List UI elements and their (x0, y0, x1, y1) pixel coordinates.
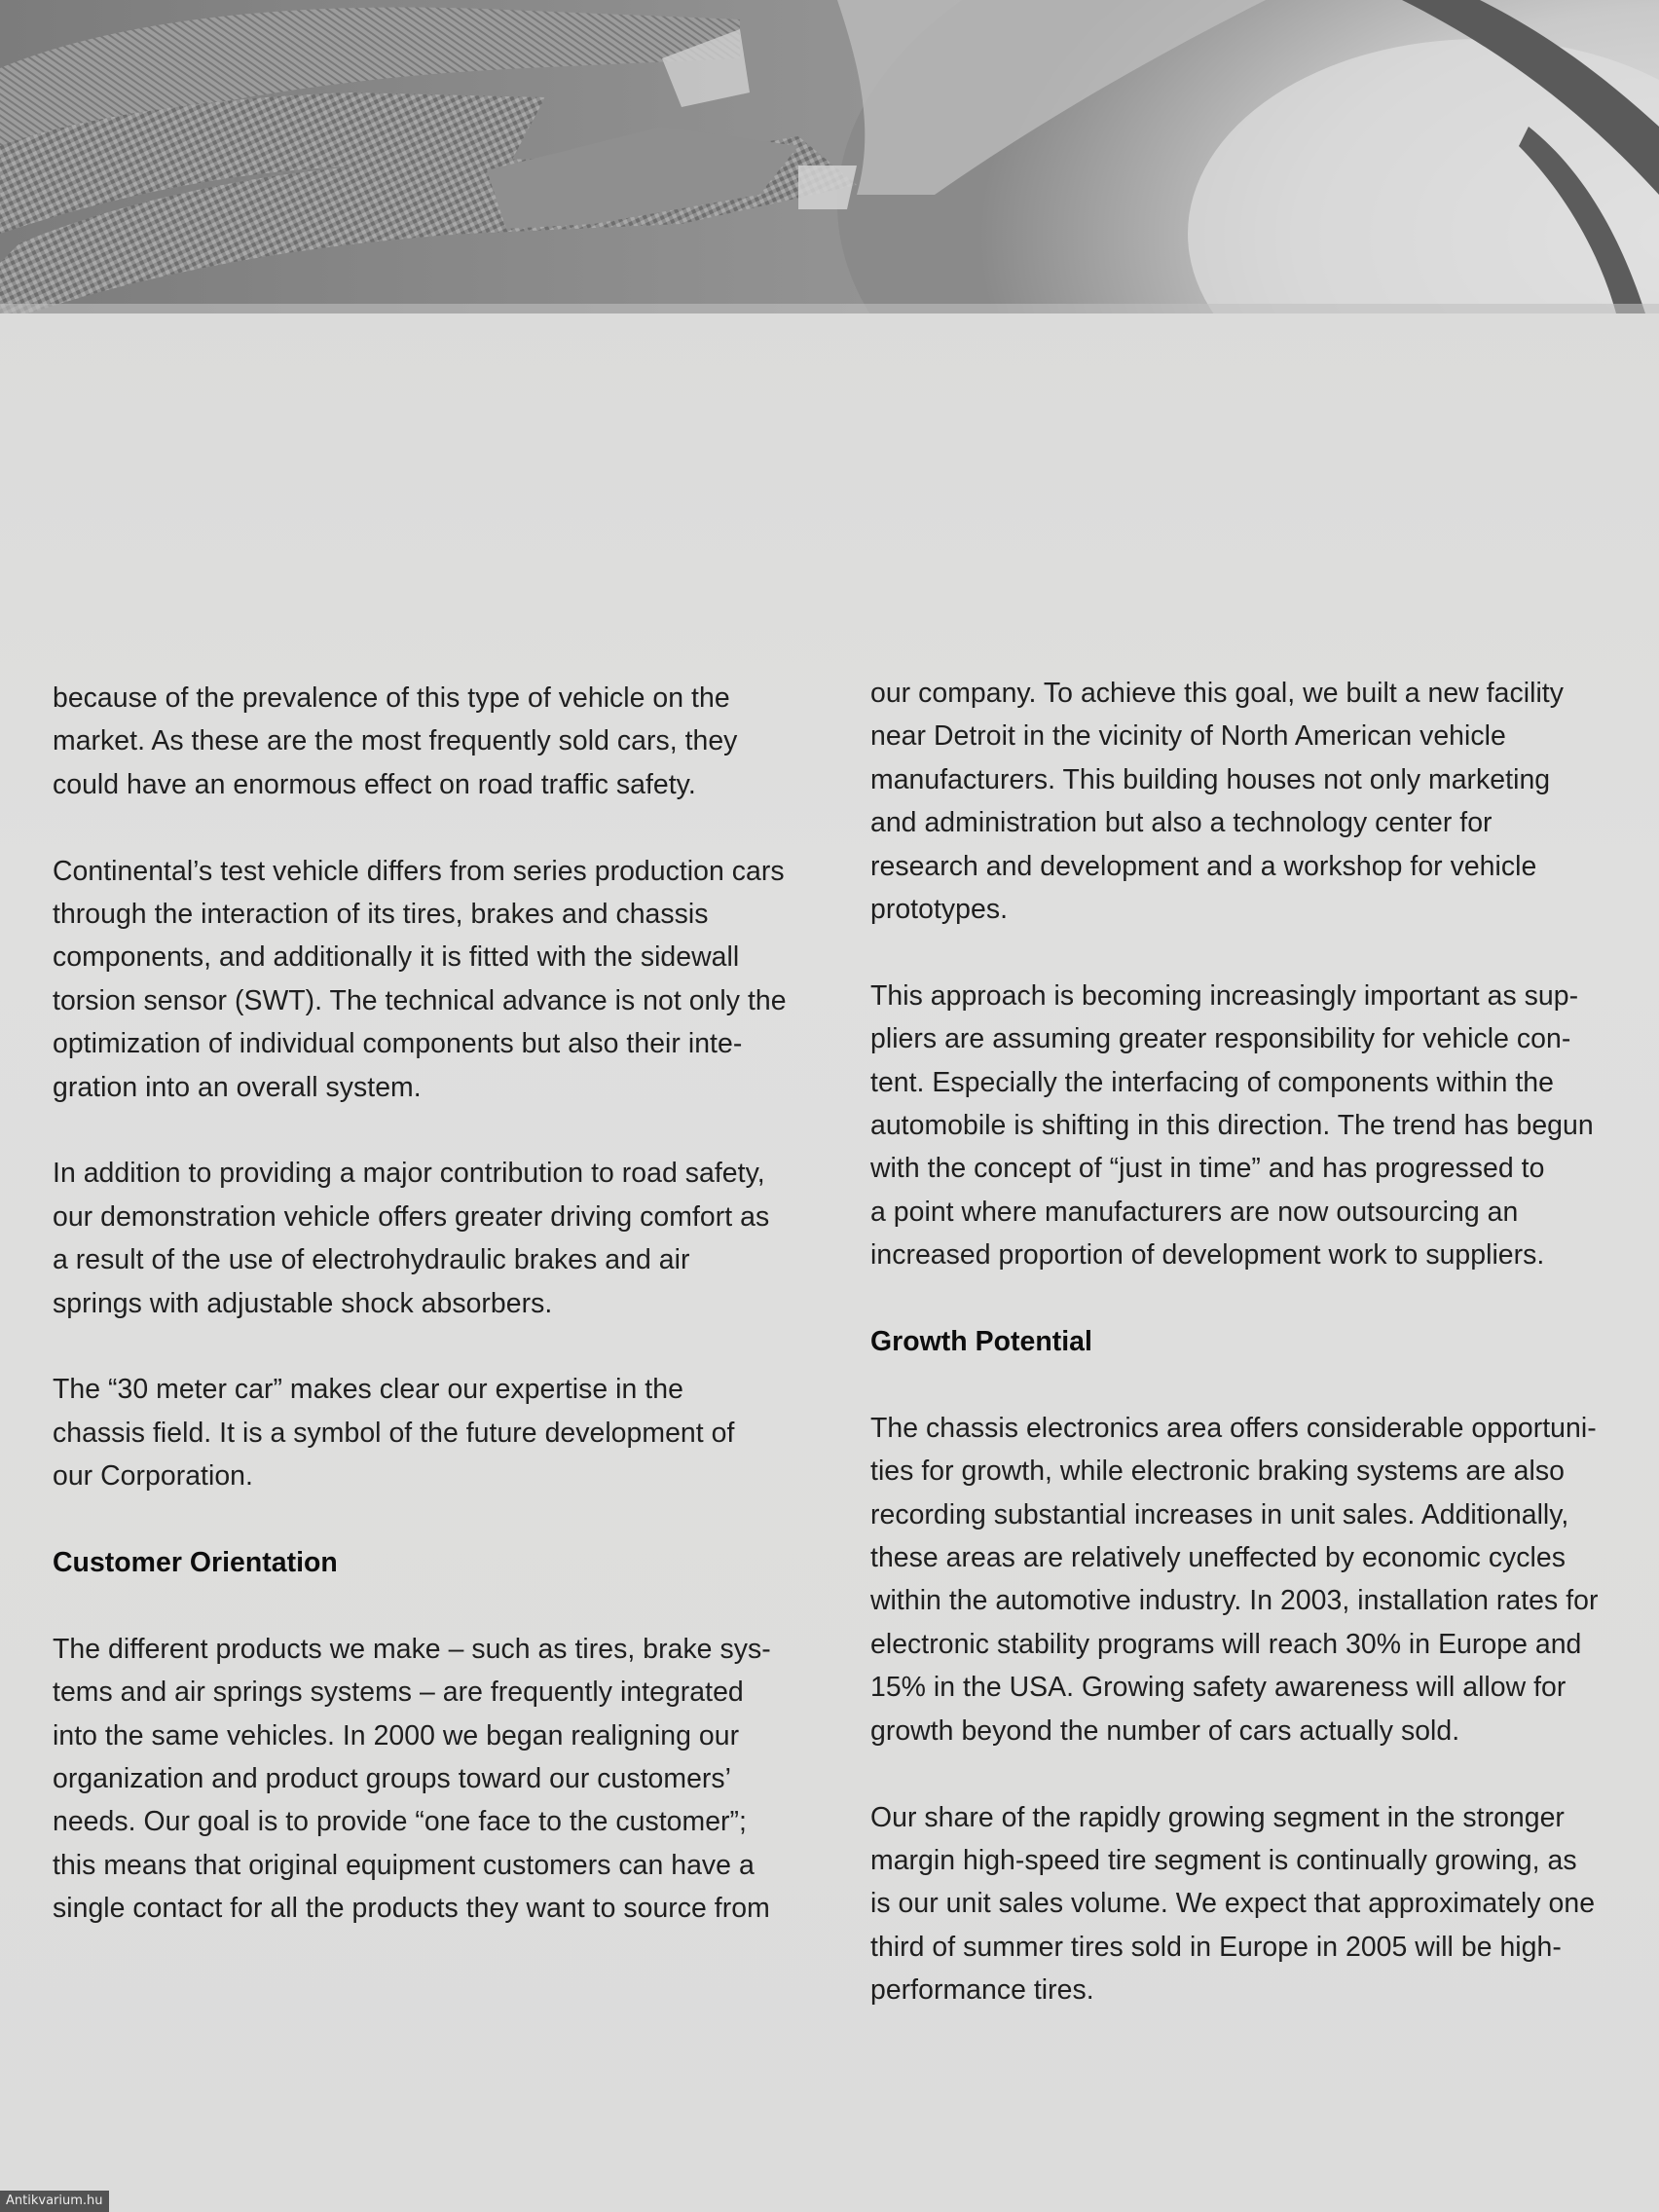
watermark-label: Antikvarium.hu (0, 2191, 109, 2212)
left-paragraph-30-meter-car: The “30 meter car” makes clear our expertise in the chassis field. It is a symbol of the future development of our Corporation. (53, 1374, 735, 1493)
right-paragraph-high-speed-tires: Our share of the rapidly growing segment in the stronger margin high-speed tire segment is continually growing, as is our unit sales volume. We expect that approximately one third of summer tires sold in Europe in 2005 will be high- performance tires. (870, 1801, 1596, 2007)
right-paragraph-chassis-electronics: The chassis electronics area offers considerable opportuni- ties for growth, while electronic braking systems are also recording substantial increases in unit sales. Additionally, these areas are relatively uneffected by economic cycles within the automotive industry. In 2003, installation rates for electronic stability programs will reach 30% in Europe and 15% in the USA. Growing safety awareness will allow for growth beyond the number of cars actually sold. (870, 1412, 1599, 1747)
left-paragraph-test-vehicle: Continental’s test vehicle differs from series production cars through the interaction of its tires, brakes and chassis components, and additionally it is fitted with the sidewall torsion sensor (SWT). The technical advance is not only the optimization of individual components but also their inte- gration into an overall system. (53, 855, 787, 1103)
heading-customer-orientation: Customer Orientation (53, 1547, 338, 1579)
left-paragraph-driving-comfort: In addition to providing a major contribution to road safety, our demonstration vehicle offers greater driving comfort as a result of the use of electrohydraulic brakes and air springs with adjustable shock absorbers. (53, 1158, 770, 1319)
right-paragraph-suppliers: This approach is becoming increasingly important as sup- pliers are assuming greater responsibility for vehicle con- tent. Especially the interfacing of components within the automobile is shifting in this direction. The trend has begun with the concept of “just in time” and has progressed to a point where manufacturers are now outsourcing an increased proportion of development work to suppliers. (870, 979, 1594, 1272)
tire-cross-section-photo (0, 0, 1659, 313)
right-text-column (870, 672, 1640, 2055)
left-paragraph-vehicle-prevalence: because of the prevalence of this type of vehicle on the market. As these are the most frequently sold cars, they could have an enormous effect on road traffic safety. (53, 682, 738, 800)
left-paragraph-products: The different products we make – such as tires, brake sys- tems and air springs systems – are frequently integrated into the same vehicles. In 2000 we began realigning our organization and product groups toward our customers’ needs. Our goal is to provide “one face to the customer”; this means that original equipment customers can have a single contact for all the products they want to source from (53, 1633, 771, 1925)
right-paragraph-detroit-facility: our company. To achieve this goal, we built a new facility near Detroit in the vicinity of North American vehicle manufacturers. This building houses not only marketing and administration but also a technology center for research and development and a workshop for vehicle prototypes. (870, 678, 1564, 926)
heading-growth-potential: Growth Potential (870, 1326, 1092, 1358)
left-text-column (53, 677, 822, 1973)
